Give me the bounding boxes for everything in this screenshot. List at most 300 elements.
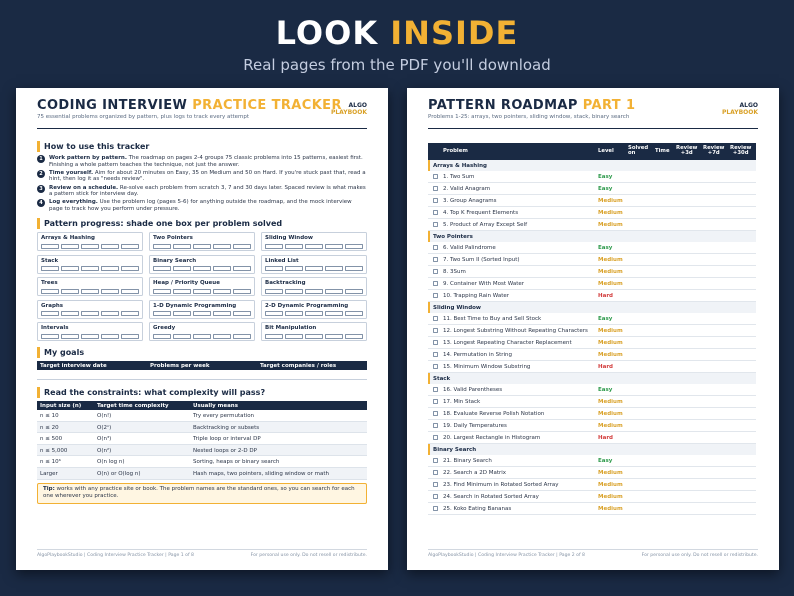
progress-boxes	[265, 289, 363, 294]
problem-name: 13. Longest Repeating Character Replacement	[443, 340, 572, 346]
progress-box[interactable]	[233, 266, 251, 271]
progress-box[interactable]	[325, 311, 343, 316]
difficulty-level: Medium	[598, 482, 623, 488]
progress-box[interactable]	[193, 244, 211, 249]
pattern-progress-cell	[261, 322, 367, 341]
complexity-row	[37, 456, 367, 468]
problem-name: 20. Largest Rectangle in Histogram	[443, 435, 541, 441]
progress-box[interactable]	[305, 334, 323, 339]
progress-box[interactable]	[345, 311, 363, 316]
step-text: Re-solve each problem from scratch 3, 7 and 30 days later. Spaced review is what makes a pattern stick for interview day.	[49, 184, 366, 198]
page-footer	[428, 553, 758, 558]
problem-name: 12. Longest Substring Without Repeating Characters	[443, 328, 588, 334]
brand-line-1: ALGO	[348, 102, 367, 109]
progress-box[interactable]	[41, 244, 59, 249]
problem-name: 25. Koko Eating Bananas	[443, 506, 512, 512]
problem-checkbox[interactable]	[433, 210, 438, 215]
difficulty-level: Medium	[598, 210, 623, 216]
step-title: Work pattern by pattern.	[49, 155, 127, 161]
problem-checkbox[interactable]	[433, 387, 438, 392]
footer-right-text: For personal use only. Do not resell or redistribute.	[250, 553, 367, 558]
progress-box[interactable]	[325, 289, 343, 294]
goals-heading: My goals	[37, 347, 367, 358]
problem-checkbox[interactable]	[433, 340, 438, 345]
difficulty-level: Medium	[598, 328, 623, 334]
rm-header-review-7d-2: +7d	[707, 150, 720, 157]
rm-header-review-30d-1: Review	[730, 144, 752, 151]
difficulty-level: Medium	[598, 399, 623, 405]
problem-row	[428, 219, 756, 231]
progress-box[interactable]	[61, 244, 79, 249]
progress-box[interactable]	[233, 244, 251, 249]
complexity-cell-t: O(n³)	[97, 436, 112, 443]
rm-header-review-7d	[703, 146, 724, 157]
progress-box[interactable]	[173, 311, 191, 316]
pattern-name: 1-D Dynamic Programming	[153, 302, 237, 309]
difficulty-level: Medium	[598, 198, 623, 204]
problem-name: 3. Group Anagrams	[443, 198, 497, 204]
difficulty-level: Easy	[598, 458, 613, 464]
problem-name: 21. Binary Search	[443, 458, 492, 464]
difficulty-level: Easy	[598, 174, 613, 180]
hero-title-main: LOOK	[275, 14, 379, 52]
problem-row	[428, 313, 756, 325]
pattern-progress-cell	[261, 300, 367, 319]
problem-row	[428, 183, 756, 195]
page-title-accent: PRACTICE TRACKER	[192, 98, 342, 113]
difficulty-level: Medium	[598, 494, 623, 500]
rm-header-solved-1: Solved	[628, 144, 649, 151]
progress-boxes	[41, 334, 139, 339]
problem-checkbox[interactable]	[433, 399, 438, 404]
pattern-name: 2-D Dynamic Programming	[265, 302, 349, 309]
progress-box[interactable]	[213, 311, 231, 316]
rm-header-review-3d-2: +3d	[680, 150, 693, 157]
progress-box[interactable]	[305, 244, 323, 249]
progress-box[interactable]	[61, 334, 79, 339]
progress-box[interactable]	[265, 266, 283, 271]
progress-box[interactable]	[61, 311, 79, 316]
problem-name: 24. Search in Rotated Sorted Array	[443, 494, 539, 500]
problem-checkbox[interactable]	[433, 269, 438, 274]
progress-heading: Pattern progress: shade one box per problem solved	[37, 218, 367, 229]
complexity-row	[37, 433, 367, 445]
progress-box[interactable]	[153, 311, 171, 316]
pattern-name: Bit Manipulation	[265, 325, 317, 331]
problem-name: 23. Find Minimum in Rotated Sorted Array	[443, 482, 559, 488]
progress-box[interactable]	[153, 289, 171, 294]
progress-box[interactable]	[81, 334, 99, 339]
difficulty-level: Easy	[598, 186, 613, 192]
progress-box[interactable]	[213, 289, 231, 294]
problem-name: 7. Two Sum II (Sorted Input)	[443, 257, 520, 263]
pattern-progress-cell	[149, 232, 255, 251]
complexity-cell-n: n ≤ 10⁶	[40, 459, 61, 466]
progress-boxes	[41, 244, 139, 249]
goals-section	[37, 347, 367, 369]
header-divider	[37, 128, 367, 129]
page-subtitle: Problems 1-25: arrays, two pointers, sliding window, stack, binary search	[428, 114, 630, 120]
progress-box[interactable]	[121, 244, 139, 249]
page-title	[428, 98, 635, 113]
progress-box[interactable]	[193, 311, 211, 316]
complexity-cell-u: Nested loops or 2-D DP	[193, 447, 257, 454]
pattern-progress-cell	[37, 277, 143, 296]
problem-row	[428, 195, 756, 207]
pattern-progress-cell	[261, 255, 367, 274]
problem-checkbox[interactable]	[433, 423, 438, 428]
problem-checkbox[interactable]	[433, 364, 438, 369]
progress-box[interactable]	[81, 266, 99, 271]
rm-header-solved	[628, 146, 648, 157]
problem-checkbox[interactable]	[433, 222, 438, 227]
cx-header-means: Usually means	[193, 402, 238, 409]
progress-box[interactable]	[213, 334, 231, 339]
problem-row	[428, 420, 756, 432]
progress-box[interactable]	[173, 244, 191, 249]
pattern-group-header	[428, 160, 756, 171]
problem-checkbox[interactable]	[433, 470, 438, 475]
footer-divider	[37, 549, 367, 550]
pattern-progress-cell	[37, 232, 143, 251]
complexity-section	[37, 387, 367, 477]
problem-checkbox[interactable]	[433, 506, 438, 511]
brand-line-1: ALGO	[739, 102, 758, 109]
goals-header-bar	[37, 361, 367, 370]
problem-row	[428, 432, 756, 444]
problem-name: 14. Permutation in String	[443, 352, 512, 358]
progress-box[interactable]	[81, 311, 99, 316]
problem-row	[428, 337, 756, 349]
progress-boxes	[41, 289, 139, 294]
footer-right-text: For personal use only. Do not resell or redistribute.	[641, 553, 758, 558]
progress-box[interactable]	[101, 334, 119, 339]
goals-col-date: Target interview date	[40, 362, 107, 369]
progress-box[interactable]	[285, 334, 303, 339]
progress-box[interactable]	[153, 334, 171, 339]
pattern-progress-cell	[149, 322, 255, 341]
progress-box[interactable]	[345, 334, 363, 339]
pattern-name: Sliding Window	[265, 235, 313, 241]
progress-box[interactable]	[173, 266, 191, 271]
progress-boxes	[265, 266, 363, 271]
problem-row	[428, 349, 756, 361]
step-title: Review on a schedule.	[49, 184, 119, 191]
complexity-row	[37, 410, 367, 422]
problem-row	[428, 396, 756, 408]
problem-name: 15. Minimum Window Substring	[443, 364, 531, 370]
progress-box[interactable]	[81, 289, 99, 294]
complexity-cell-u: Sorting, heaps or binary search	[193, 459, 280, 466]
difficulty-level: Easy	[598, 316, 613, 322]
problem-checkbox[interactable]	[433, 494, 438, 499]
progress-box[interactable]	[233, 289, 251, 294]
tip-callout	[37, 483, 367, 504]
page-title	[37, 98, 342, 113]
progress-box[interactable]	[285, 289, 303, 294]
progress-box[interactable]	[265, 334, 283, 339]
page-header	[407, 88, 779, 126]
problem-name: 9. Container With Most Water	[443, 281, 524, 287]
rm-header-level: Level	[598, 147, 614, 154]
problem-checkbox[interactable]	[433, 482, 438, 487]
problem-checkbox[interactable]	[433, 316, 438, 321]
howto-step	[37, 199, 367, 212]
problem-row	[428, 207, 756, 219]
problem-name: 16. Valid Parentheses	[443, 387, 503, 393]
problem-checkbox[interactable]	[433, 257, 438, 262]
difficulty-level: Hard	[598, 435, 613, 441]
difficulty-level: Medium	[598, 411, 623, 417]
problem-checkbox[interactable]	[433, 328, 438, 333]
problem-name: 18. Evaluate Reverse Polish Notation	[443, 411, 545, 417]
pattern-name: Greedy	[153, 325, 176, 331]
progress-box[interactable]	[233, 311, 251, 316]
progress-box[interactable]	[41, 289, 59, 294]
howto-step	[37, 185, 367, 198]
progress-box[interactable]	[81, 244, 99, 249]
difficulty-level: Easy	[598, 245, 613, 251]
brand-line-2: PLAYBOOK	[330, 109, 367, 116]
complexity-row	[37, 445, 367, 457]
pattern-name: Heap / Priority Queue	[153, 280, 220, 286]
goals-col-rate: Problems per week	[150, 362, 210, 369]
progress-box[interactable]	[213, 244, 231, 249]
progress-boxes	[265, 311, 363, 316]
progress-boxes	[41, 266, 139, 271]
progress-box[interactable]	[305, 266, 323, 271]
goals-col-companies: Target companies / roles	[260, 362, 337, 369]
progress-box[interactable]	[193, 266, 211, 271]
progress-box[interactable]	[121, 266, 139, 271]
pattern-group-name: Stack	[433, 375, 451, 382]
pattern-group-name: Binary Search	[433, 446, 477, 453]
problem-checkbox[interactable]	[433, 458, 438, 463]
complexity-cell-t: O(n) or O(log n)	[97, 471, 141, 477]
rm-header-review-7d-1: Review	[703, 144, 725, 151]
problem-row	[428, 266, 756, 278]
progress-boxes	[265, 244, 363, 249]
problem-checkbox[interactable]	[433, 281, 438, 286]
problem-checkbox[interactable]	[433, 186, 438, 191]
progress-box[interactable]	[61, 266, 79, 271]
progress-box[interactable]	[305, 311, 323, 316]
problem-name: 17. Min Stack	[443, 399, 481, 405]
howto-steps-list	[37, 155, 367, 213]
tip-label: Tip:	[43, 486, 55, 492]
problem-checkbox[interactable]	[433, 411, 438, 416]
step-text: Use the problem log (pages 5-6) for anything outside the roadmap, and the mock interview page to track how you perform under pressure.	[49, 199, 352, 212]
progress-box[interactable]	[193, 334, 211, 339]
progress-box[interactable]	[325, 244, 343, 249]
pattern-group-name: Arrays & Hashing	[433, 162, 487, 169]
problem-row	[428, 278, 756, 290]
progress-boxes	[41, 311, 139, 316]
problem-checkbox[interactable]	[433, 352, 438, 357]
footer-divider	[428, 549, 758, 550]
pattern-progress-cell	[149, 300, 255, 319]
progress-box[interactable]	[173, 334, 191, 339]
difficulty-level: Hard	[598, 364, 613, 370]
progress-box[interactable]	[285, 311, 303, 316]
page-subtitle: 75 essential problems organized by pattern, plus logs to track every attempt	[37, 114, 250, 120]
pattern-progress-cell	[37, 322, 143, 341]
rm-header-problem: Problem	[443, 147, 468, 154]
problem-row	[428, 171, 756, 183]
difficulty-level: Medium	[598, 352, 623, 358]
problem-checkbox[interactable]	[433, 293, 438, 298]
progress-box[interactable]	[213, 266, 231, 271]
difficulty-level: Medium	[598, 423, 623, 429]
progress-box[interactable]	[61, 289, 79, 294]
progress-box[interactable]	[101, 266, 119, 271]
progress-box[interactable]	[153, 244, 171, 249]
progress-box[interactable]	[265, 244, 283, 249]
complexity-row	[37, 422, 367, 434]
pattern-group-name: Two Pointers	[433, 233, 473, 240]
pattern-progress-cell	[149, 255, 255, 274]
cx-header-target: Target time complexity	[97, 402, 169, 409]
complexity-row	[37, 468, 367, 480]
pattern-progress-cell	[37, 300, 143, 319]
problem-name: 10. Trapping Rain Water	[443, 293, 510, 299]
progress-boxes	[153, 289, 251, 294]
progress-box[interactable]	[265, 289, 283, 294]
problem-checkbox[interactable]	[433, 198, 438, 203]
page-footer	[37, 553, 367, 558]
step-number-badge: 2	[37, 170, 45, 178]
complexity-cell-t: O(n log n)	[97, 459, 125, 466]
progress-boxes	[153, 244, 251, 249]
complexity-cell-u: Backtracking or subsets	[193, 424, 260, 431]
rm-header-review-30d	[730, 146, 751, 157]
progress-box[interactable]	[193, 289, 211, 294]
problem-checkbox[interactable]	[433, 435, 438, 440]
hero-banner	[0, 0, 794, 84]
complexity-cell-u: Hash maps, two pointers, sliding window or math	[193, 471, 330, 477]
progress-box[interactable]	[121, 289, 139, 294]
problem-name: 6. Valid Palindrome	[443, 245, 496, 251]
progress-box[interactable]	[233, 334, 251, 339]
progress-box[interactable]	[121, 311, 139, 316]
pattern-progress-cell	[149, 277, 255, 296]
problem-checkbox[interactable]	[433, 174, 438, 179]
progress-box[interactable]	[41, 311, 59, 316]
rm-header-review-3d-1: Review	[676, 144, 698, 151]
hero-title	[0, 14, 794, 52]
difficulty-level: Hard	[598, 293, 613, 299]
pattern-progress-cell	[37, 255, 143, 274]
rm-header-review-3d	[676, 146, 697, 157]
page-header	[16, 88, 388, 126]
complexity-cell-n: Larger	[40, 471, 58, 477]
progress-box[interactable]	[285, 266, 303, 271]
progress-box[interactable]	[345, 244, 363, 249]
difficulty-level: Medium	[598, 470, 623, 476]
progress-box[interactable]	[285, 244, 303, 249]
pattern-group-header	[428, 231, 756, 242]
hero-title-accent: INSIDE	[390, 14, 519, 52]
problem-row	[428, 361, 756, 373]
problem-row	[428, 290, 756, 302]
step-number-badge: 1	[37, 155, 45, 163]
footer-left-text: AlgoPlaybookStudio | Coding Interview Practice Tracker | Page 2 of 8	[428, 553, 585, 558]
progress-box[interactable]	[41, 334, 59, 339]
progress-box[interactable]	[41, 266, 59, 271]
howto-step	[37, 170, 367, 183]
pattern-name: Linked List	[265, 257, 299, 264]
cx-header-n: Input size (n)	[40, 402, 82, 409]
difficulty-level: Medium	[598, 257, 623, 263]
problem-name: 2. Valid Anagram	[443, 186, 491, 192]
problem-row	[428, 408, 756, 420]
roadmap-page-preview	[407, 88, 779, 570]
complexity-cell-u: Try every permutation	[193, 413, 255, 419]
footer-left-text: AlgoPlaybookStudio | Coding Interview Practice Tracker | Page 1 of 8	[37, 553, 194, 558]
progress-box[interactable]	[325, 266, 343, 271]
goals-entry-line[interactable]	[37, 370, 367, 380]
tip-text: works with any practice site or book. The problem names are the standard ones, so you can search for each one wherever you practice.	[43, 486, 355, 500]
problem-name: 4. Top K Frequent Elements	[443, 210, 519, 216]
progress-box[interactable]	[345, 289, 363, 294]
problem-row	[428, 242, 756, 254]
pattern-name: Arrays & Hashing	[41, 235, 95, 241]
progress-box[interactable]	[265, 311, 283, 316]
rm-header-review-30d-2: +30d	[732, 150, 749, 157]
progress-box[interactable]	[153, 266, 171, 271]
pattern-name: Graphs	[41, 302, 64, 309]
howto-heading: How to use this tracker	[37, 141, 367, 152]
rm-header-time: Time	[655, 147, 670, 154]
page-title-main: CODING INTERVIEW	[37, 98, 188, 113]
complexity-cell-t: O(n²)	[97, 447, 112, 454]
rm-header-solved-2: on	[628, 150, 636, 157]
progress-box[interactable]	[101, 289, 119, 294]
complexity-table-header	[37, 401, 367, 410]
progress-box[interactable]	[345, 266, 363, 271]
progress-boxes	[153, 311, 251, 316]
problem-row	[428, 325, 756, 337]
progress-box[interactable]	[325, 334, 343, 339]
complexity-cell-n: n ≤ 10	[40, 413, 59, 419]
pattern-name: Stack	[41, 257, 59, 264]
problem-checkbox[interactable]	[433, 245, 438, 250]
progress-box[interactable]	[101, 244, 119, 249]
roadmap-table-header	[428, 143, 756, 160]
step-title: Time yourself.	[49, 169, 94, 176]
difficulty-level: Easy	[598, 387, 613, 393]
step-title: Log everything.	[49, 199, 98, 206]
progress-box[interactable]	[121, 334, 139, 339]
progress-boxes	[153, 334, 251, 339]
problem-name: 11. Best Time to Buy and Sell Stock	[443, 316, 542, 322]
hero-subtitle: Real pages from the PDF you'll download	[243, 56, 551, 74]
progress-box[interactable]	[173, 289, 191, 294]
problem-row	[428, 384, 756, 396]
brand-logo	[722, 102, 758, 116]
problem-row	[428, 467, 756, 479]
pattern-group-header	[428, 373, 756, 384]
page-title-main: PATTERN ROADMAP	[428, 98, 578, 113]
complexity-cell-n: n ≤ 5,000	[40, 447, 68, 454]
progress-box[interactable]	[305, 289, 323, 294]
step-text: Aim for about 20 minutes on Easy, 35 on Medium and 50 on Hard. If you're stuck past that, read a hint, then log it as "needs review".	[49, 169, 366, 183]
difficulty-level: Medium	[598, 506, 623, 512]
complexity-cell-n: n ≤ 500	[40, 436, 63, 443]
progress-box[interactable]	[101, 311, 119, 316]
pattern-name: Binary Search	[153, 257, 197, 264]
progress-boxes	[265, 334, 363, 339]
